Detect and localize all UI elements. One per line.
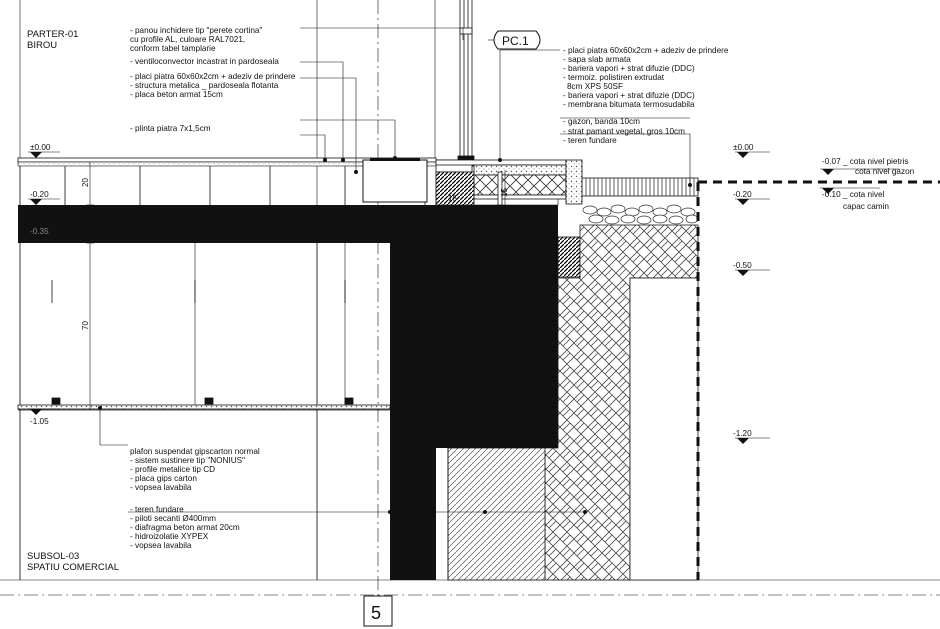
callout-line: - gazon, banda 10cm [563,117,640,126]
callout-line: - placa beton armat 15cm [130,90,223,99]
dim-ext-slab: 15 [500,188,509,197]
callout-floor-interior [130,72,296,99]
dim-wall-width: 20 [407,417,416,426]
callout-line: - membrana bitumata termosudabila [563,100,695,109]
level-labels-left [30,143,51,426]
level-label: ±0.00 [733,143,754,152]
lower-room-name: SUBSOL-03 [27,551,80,562]
suspended-ceiling [18,280,390,410]
callout-line: - vopsea lavabila [130,483,192,492]
callout-lawn [563,117,685,145]
callout-line: - bariera vapori + strat difuzie (DDC) [563,64,695,73]
callout-line: cu profile AL, culoare RAL7021, [130,35,246,44]
callout-exterior-floor [563,46,729,109]
callout-curtain-wall [130,26,262,53]
grid-axis-bubble [364,596,392,626]
manhole-level-label-2: capac camin [843,202,889,211]
callout-convector [130,57,279,66]
dim-beam-width: 50 [490,417,499,426]
callout-line: - placi piatra 60x60x2cm + adeziv de prindere [563,46,729,55]
callout-line: - profile metalice tip CD [130,465,216,474]
dim-raised-floor: 20 [81,178,90,187]
gravel-level-label: -0.07 _ cota nivel pietris [822,157,909,166]
boundary-dashed [698,182,940,580]
upper-room-name: PARTER-01 [27,29,79,40]
callout-line: - teren fundare [130,505,184,514]
level-label: -0.35 [30,227,49,236]
level-label: -1.05 [30,417,49,426]
callout-line: - placa gips carton [130,474,197,483]
lower-room-use: SPATIU COMERCIAL [27,562,120,573]
callout-line: plafon suspendat gipscarton normal [130,447,260,456]
level-label: -0.50 [733,261,752,270]
dim-plenum: 70 [81,321,90,330]
callout-plinth [130,124,211,133]
level-labels-exterior [822,157,915,211]
callout-line: - panou inchidere tip "perete cortina" [130,26,263,35]
callout-line: - bariera vapori + strat difuzie (DDC) [563,91,695,100]
level-label: -0.20 [30,190,49,199]
dim-step: 20 [503,237,512,246]
callout-line: - vopsea lavabila [130,541,192,550]
callout-line: - sistem sustinere tip "NONIUS" [130,456,246,465]
level-labels-right [733,143,754,438]
callout-line: - ventiloconvector incastrat in pardoseala [130,57,279,66]
detail-tag-label: PC.1 [502,34,529,48]
callout-line: - strat pamant vegetal, gros 10cm [563,127,685,136]
callout-line: - piloti secanti Ø400mm [130,514,217,523]
manhole-level-label: -0.10 _ cota nivel [822,190,885,199]
callout-ceiling [130,447,260,492]
callout-line: - sapa slab armata [563,55,631,64]
callout-line: - termoiz. polistiren extrudat [563,73,665,82]
callout-line: conform tabel tamplarie [130,44,216,53]
level-label: -1.20 [733,429,752,438]
dim-slab: 15 [81,218,90,227]
upper-room-use: BIROU [27,40,58,51]
level-label: ±0.00 [30,143,51,152]
curtain-wall [436,0,474,172]
dim-ext: 15 [448,194,457,203]
callout-line: - structura metalica _ pardoseala flotanta [130,81,279,90]
callout-line: - placi piatra 60x60x2cm + adeziv de prindere [130,72,296,81]
level-label: -0.20 [733,190,752,199]
callout-line: - plinta piatra 7x1,5cm [130,124,211,133]
grid-axis-label: 5 [371,603,382,623]
callout-line: 8cm XPS 50SF [567,82,623,91]
callout-line: - hidroizolatie XYPEX [130,532,209,541]
callout-line: - teren fundare [563,136,617,145]
dim-beam-depth: 70 [503,357,512,366]
lawn-level-label: cota nivel gazon [855,167,915,176]
detail-tag-pc1 [494,31,540,49]
callout-line: - diafragma beton armat 20cm [130,523,240,532]
